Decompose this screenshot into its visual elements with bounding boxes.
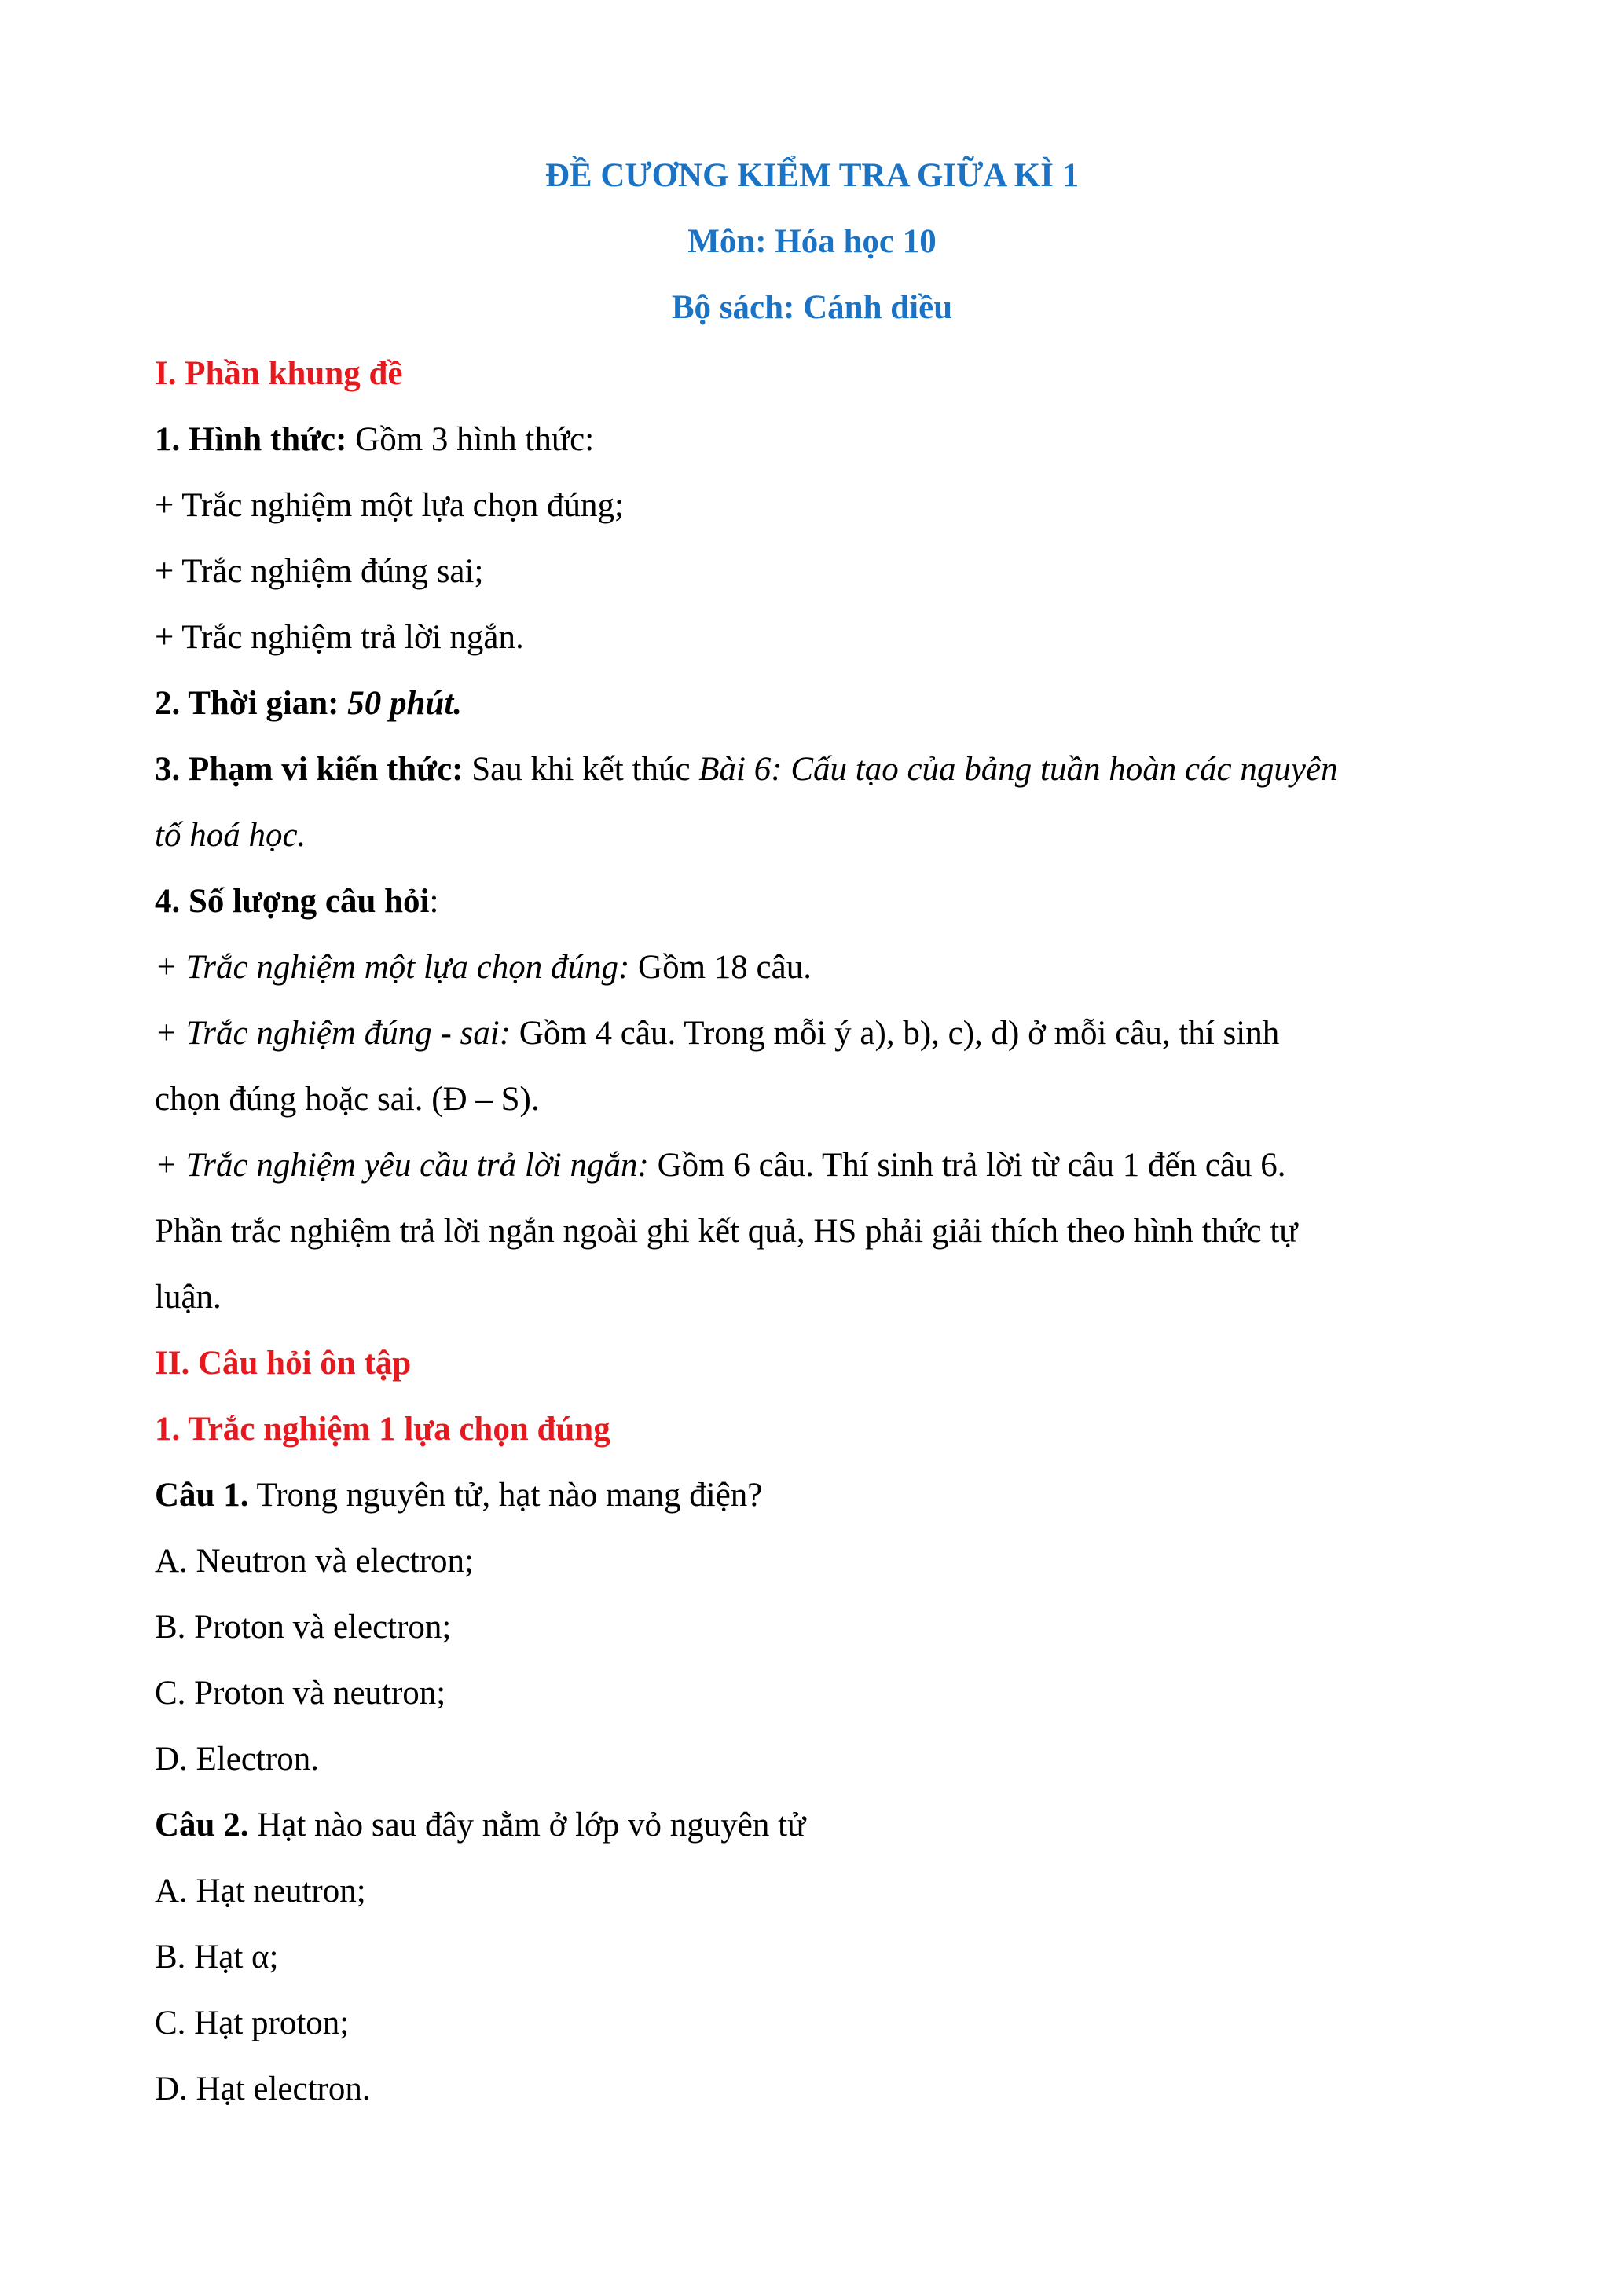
time-value: 50 phút. bbox=[347, 685, 463, 722]
question-2-label: Câu 2. bbox=[155, 1807, 249, 1844]
question-2-text: Hạt nào sau đây nằm ở lớp vỏ nguyên tử bbox=[248, 1807, 806, 1844]
count-label: 4. Số lượng câu hỏi bbox=[155, 883, 430, 920]
question-1-option-c: C. Proton và neutron; bbox=[155, 1675, 446, 1712]
format-label: 1. Hình thức: bbox=[155, 421, 347, 458]
question-1-option-d: D. Electron. bbox=[155, 1741, 319, 1778]
scope-line bbox=[155, 749, 1490, 791]
note-line-2: luận. bbox=[155, 1279, 222, 1316]
question-2 bbox=[155, 1804, 1490, 1847]
time-label: 2. Thời gian: bbox=[155, 685, 348, 722]
count-sa-label: + Trắc nghiệm yêu cầu trả lời ngắn: bbox=[155, 1147, 649, 1184]
format-item-3: + Trắc nghiệm trả lời ngắn. bbox=[155, 619, 524, 656]
count-line bbox=[155, 881, 1490, 923]
question-2-option-a: A. Hạt neutron; bbox=[155, 1873, 366, 1910]
scope-lesson: Bài 6: Cấu tạo của bảng tuần hoàn các nguyên bbox=[698, 751, 1338, 788]
count-mc-line bbox=[155, 947, 1490, 989]
book-line: Bộ sách: Cánh diều bbox=[671, 289, 953, 326]
count-mc-text: Gồm 18 câu. bbox=[629, 949, 812, 986]
question-1 bbox=[155, 1474, 1490, 1517]
question-1-option-b: B. Proton và electron; bbox=[155, 1609, 452, 1646]
section-2-heading: II. Câu hỏi ôn tập bbox=[155, 1345, 412, 1382]
scope-text: Sau khi kết thúc bbox=[463, 751, 699, 788]
question-1-option-a: A. Neutron và electron; bbox=[155, 1543, 474, 1580]
format-line bbox=[155, 419, 1490, 461]
question-1-label: Câu 1. bbox=[155, 1477, 249, 1514]
scope-label: 3. Phạm vi kiến thức: bbox=[155, 751, 464, 788]
scope-lesson-continued: tố hoá học. bbox=[155, 817, 306, 854]
count-tf-line bbox=[155, 1013, 1490, 1055]
count-tf-text: Gồm 4 câu. Trong mỗi ý a), b), c), d) ở mỗi câu, thí sinh bbox=[511, 1015, 1280, 1052]
format-item-1: + Trắc nghiệm một lựa chọn đúng; bbox=[155, 487, 624, 524]
document-title: ĐỀ CƯƠNG KIỂM TRA GIỮA KÌ 1 bbox=[544, 157, 1080, 194]
count-sa-text: Gồm 6 câu. Thí sinh trả lời từ câu 1 đến câu 6. bbox=[648, 1147, 1286, 1184]
count-mc-label: + Trắc nghiệm một lựa chọn đúng: bbox=[155, 949, 630, 986]
count-tf-line-2: chọn đúng hoặc sai. (Đ – S). bbox=[155, 1081, 540, 1118]
section-2-subheading: 1. Trắc nghiệm 1 lựa chọn đúng bbox=[155, 1411, 610, 1448]
subject-line: Môn: Hóa học 10 bbox=[687, 223, 937, 260]
question-2-option-b: B. Hạt α; bbox=[155, 1939, 279, 1976]
section-1-heading: I. Phần khung đề bbox=[155, 355, 403, 392]
question-1-text: Trong nguyên tử, hạt nào mang điện? bbox=[248, 1477, 763, 1514]
question-2-option-d: D. Hạt electron. bbox=[155, 2071, 371, 2107]
format-item-2: + Trắc nghiệm đúng sai; bbox=[155, 553, 484, 590]
question-2-option-c: C. Hạt proton; bbox=[155, 2005, 350, 2041]
count-sa-line bbox=[155, 1144, 1490, 1187]
note-line-1: Phần trắc nghiệm trả lời ngắn ngoài ghi kết quả, HS phải giải thích theo hình thức tự bbox=[155, 1213, 1298, 1250]
format-text: Gồm 3 hình thức: bbox=[346, 421, 595, 458]
count-colon: : bbox=[429, 883, 439, 920]
count-tf-label: + Trắc nghiệm đúng - sai: bbox=[155, 1015, 511, 1052]
time-line bbox=[155, 683, 1490, 725]
